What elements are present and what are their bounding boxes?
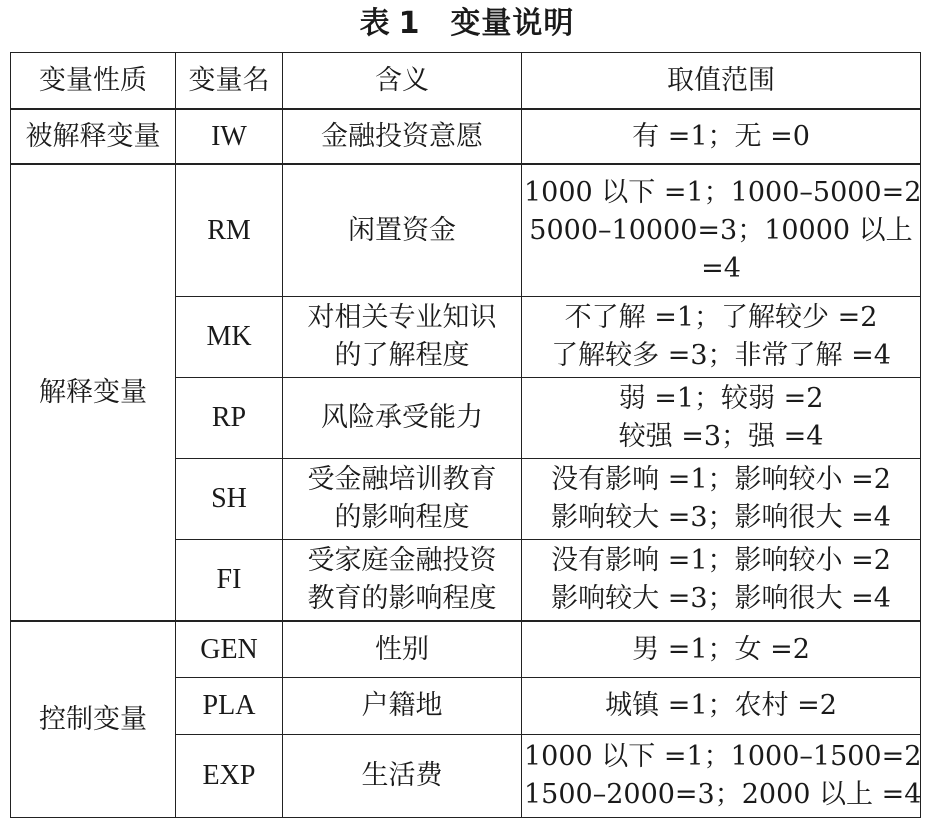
var-meaning: 对相关专业知识 的了解程度 [283, 297, 522, 378]
var-name: GEN [176, 621, 283, 678]
var-name: PLA [176, 678, 283, 735]
var-meaning: 性别 [283, 621, 522, 678]
caption-number: 1 [398, 6, 421, 41]
table-header-row [11, 53, 921, 110]
var-meaning: 受家庭金融投资 教育的影响程度 [283, 540, 522, 622]
group-control: 控制变量 [11, 621, 176, 818]
header-nature: 变量性质 [11, 53, 176, 110]
var-name: RP [176, 378, 283, 459]
var-meaning: 风险承受能力 [283, 378, 522, 459]
header-meaning: 含义 [283, 53, 522, 110]
header-name: 变量名 [176, 53, 283, 110]
var-meaning: 闲置资金 [283, 164, 522, 297]
caption-prefix: 表 [359, 6, 391, 41]
var-range: 有 =1；无 =0 [522, 109, 921, 164]
var-meaning: 金融投资意愿 [283, 109, 522, 164]
var-name: FI [176, 540, 283, 622]
var-range: 1000 以下 =1；1000–5000=2 5000–10000=3；10000 以上 =4 [522, 164, 921, 297]
header-range: 取值范围 [522, 53, 921, 110]
table-row [11, 621, 921, 678]
var-meaning: 生活费 [283, 735, 522, 818]
variable-table [10, 52, 921, 818]
var-name: MK [176, 297, 283, 378]
var-range: 男 =1；女 =2 [522, 621, 921, 678]
var-range: 没有影响 =1；影响较小 =2 影响较大 =3；影响很大 =4 [522, 540, 921, 622]
table-row [11, 164, 921, 297]
var-range: 不了解 =1；了解较少 =2 了解较多 =3；非常了解 =4 [522, 297, 921, 378]
table-caption [0, 2, 934, 46]
var-range: 1000 以下 =1；1000–1500=2 1500–2000=3；2000 以上 =4 [522, 735, 921, 818]
var-name: SH [176, 459, 283, 540]
table-row [11, 109, 921, 164]
var-name: IW [176, 109, 283, 164]
caption-text: 变量说明 [450, 6, 575, 41]
var-range: 没有影响 =1；影响较小 =2 影响较大 =3；影响很大 =4 [522, 459, 921, 540]
group-explanatory: 解释变量 [11, 164, 176, 621]
var-range: 城镇 =1；农村 =2 [522, 678, 921, 735]
group-explained: 被解释变量 [11, 109, 176, 164]
var-name: RM [176, 164, 283, 297]
var-name: EXP [176, 735, 283, 818]
var-meaning: 受金融培训教育 的影响程度 [283, 459, 522, 540]
var-meaning: 户籍地 [283, 678, 522, 735]
var-range: 弱 =1；较弱 =2 较强 =3；强 =4 [522, 378, 921, 459]
